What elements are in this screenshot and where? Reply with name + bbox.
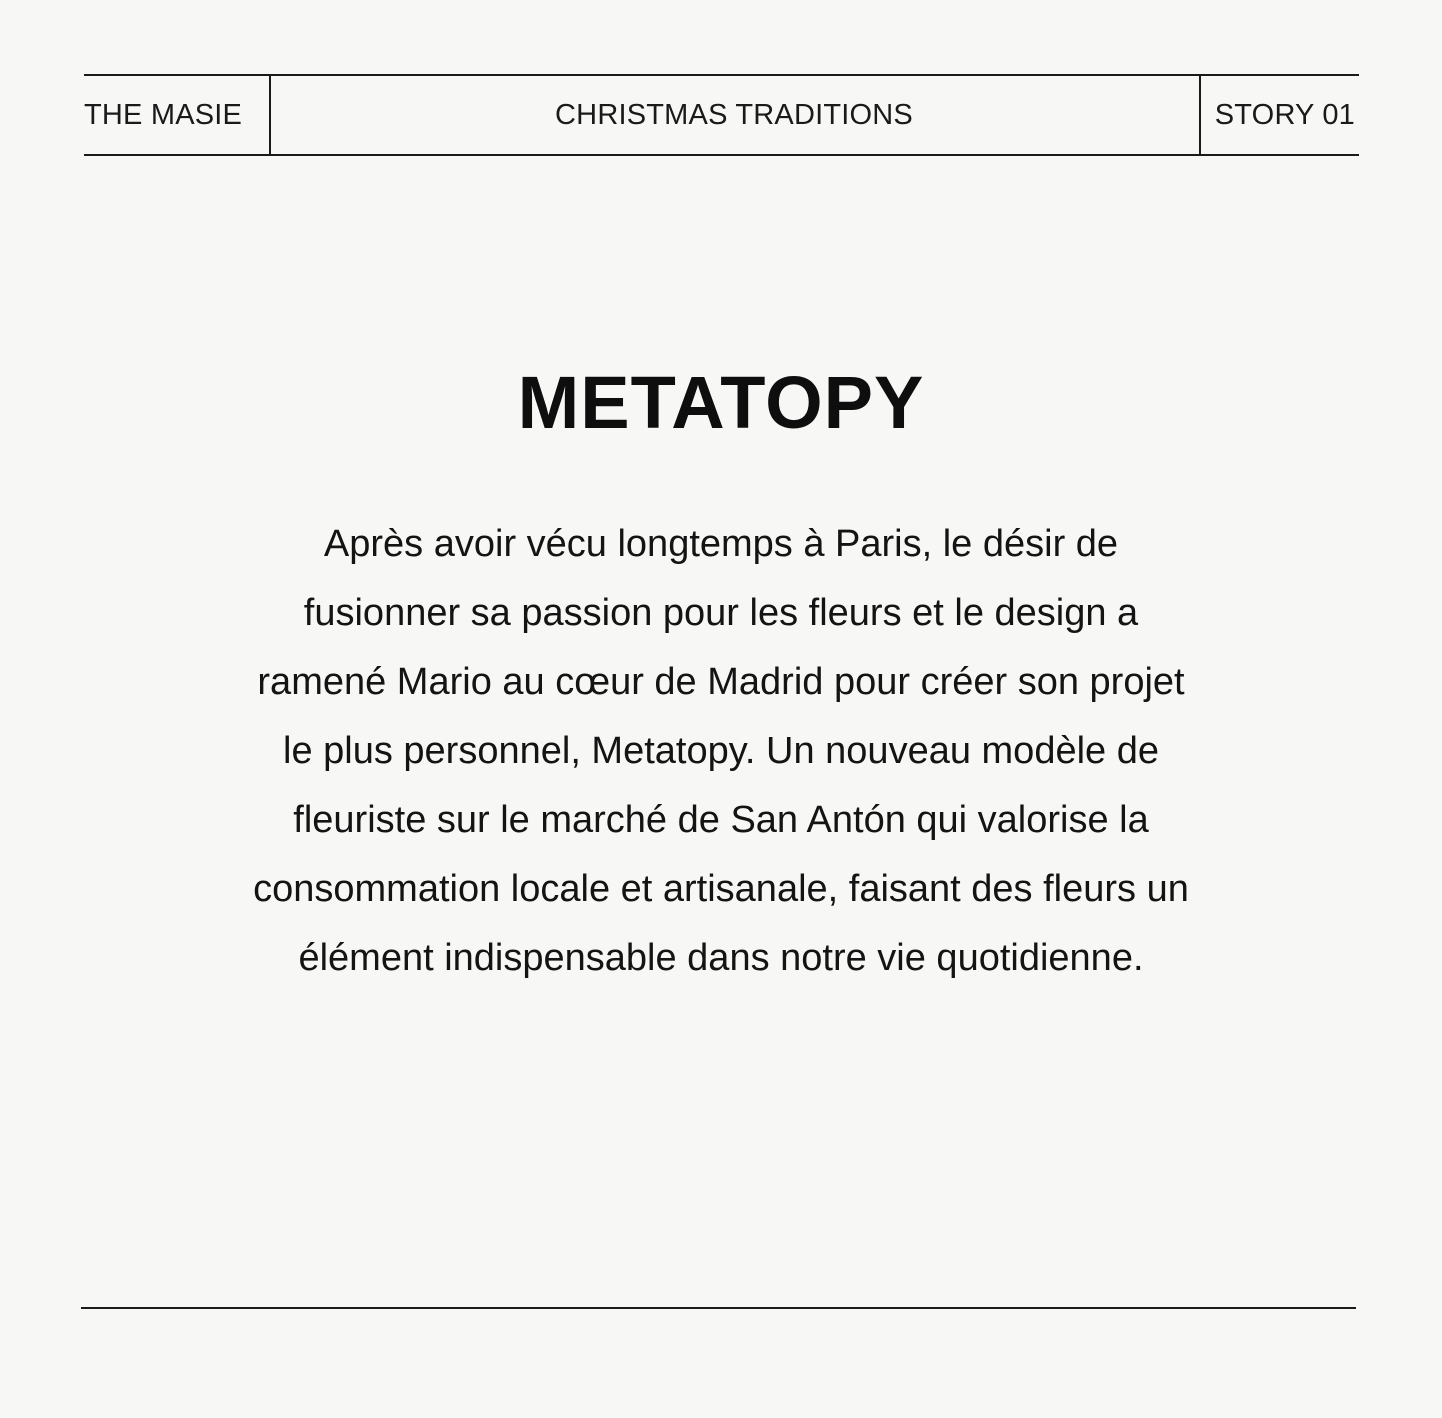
story-number: STORY 01: [1199, 76, 1359, 154]
body-paragraph: Après avoir vécu longtemps à Paris, le désir de fusionner sa passion pour les fleurs et le design a ramené Mario au cœur de Madrid pour créer son projet le plus personnel, Metatopy. Un nouveau modèle de fleuriste sur le marché de San Antón qui valorise la consommation locale et artisanale, faisant des fleurs un élément indispensable dans notre vie quotidienne.: [253, 523, 1189, 979]
bottom-divider: [81, 1307, 1356, 1309]
section-title: CHRISTMAS TRADITIONS: [555, 98, 913, 131]
brand-name: THE MASIE: [84, 76, 271, 154]
header-bar: [84, 74, 1359, 156]
page-title: METATOPY: [517, 361, 925, 444]
